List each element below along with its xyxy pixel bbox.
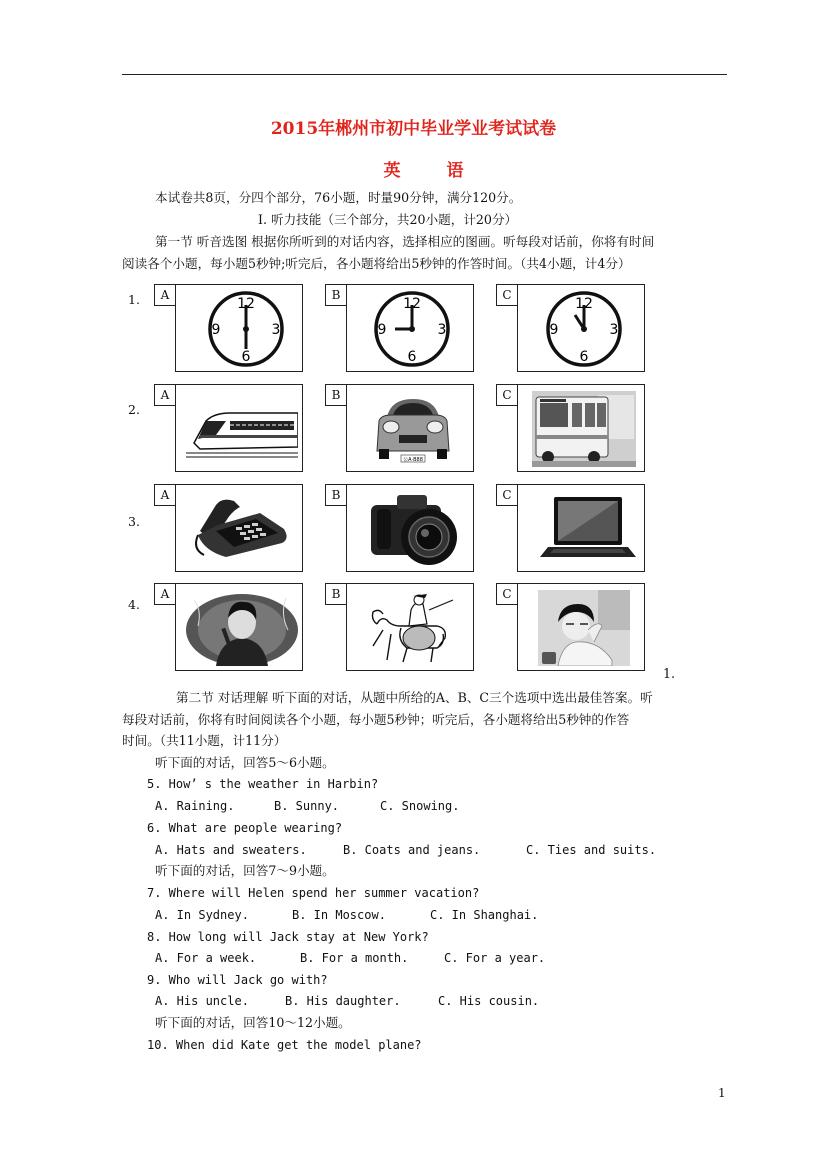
option-2a[interactable] (160, 384, 303, 472)
option-8b[interactable]: B. For a month. (300, 951, 409, 965)
part1-heading: Ⅰ. 听力技能（三个部分，共20小题，计20分） (258, 212, 518, 227)
svg-text:公A·B88: 公A·B88 (403, 457, 423, 463)
clock-eleven-icon (528, 291, 640, 367)
question-9: 9. Who will Jack go with? (147, 973, 328, 987)
svg-text:6: 6 (579, 349, 589, 365)
option-label: B (325, 484, 347, 506)
section2-line1: 第二节 对话理解 听下面的对话，从题中所给的A、B、C三个选项中选出最佳答案。听 (176, 690, 653, 705)
subject-title: 英 语 (383, 161, 484, 181)
option-6b[interactable]: B. Coats and jeans. (343, 843, 481, 857)
svg-text:9: 9 (549, 322, 559, 338)
option-8a[interactable]: A. For a week. (155, 951, 257, 965)
option-label: A (154, 583, 176, 605)
section1-line1: 第一节 听音选图 根据你所听到的对话内容，选择相应的图画。听每段对话前，你将有时间 (155, 234, 655, 249)
stray-mark: 1. (663, 666, 676, 681)
svg-text:12: 12 (237, 296, 255, 312)
clock-nine-icon (357, 291, 469, 367)
option-9a[interactable]: A. His uncle. (155, 994, 249, 1008)
question-8: 8. How long will Jack stay at New York? (147, 930, 429, 944)
option-1c[interactable] (502, 284, 645, 372)
picture-question-number: 3. (128, 514, 140, 529)
svg-text:6: 6 (241, 349, 251, 365)
option-4c[interactable] (502, 583, 645, 671)
top-rule (122, 74, 727, 75)
section1-line2: 阅读各个小题，每小题5秒钟;听完后，各小题将给出5秒钟的作答时间。（共4小题，计4分） (122, 256, 631, 271)
option-2c[interactable] (502, 384, 645, 472)
intro-text: 本试卷共8页，分四个部分，76小题，时量90分钟，满分120分。 (155, 190, 522, 205)
option-1b[interactable] (331, 284, 474, 372)
section2-line3: 时间。（共11小题，计11分） (122, 733, 287, 748)
svg-text:12: 12 (403, 296, 421, 312)
svg-text:12: 12 (575, 296, 593, 312)
reading-girl-icon (528, 590, 640, 666)
option-label: C (496, 484, 518, 506)
option-label: C (496, 583, 518, 605)
option-label: B (325, 284, 347, 306)
option-5b[interactable]: B. Sunny. (274, 799, 340, 813)
option-4b[interactable] (331, 583, 474, 671)
singer-icon (186, 590, 298, 666)
picture-question-number: 1. (128, 292, 140, 307)
exam-title: 2015年郴州市初中毕业学业考试试卷 (270, 119, 557, 139)
svg-text:9: 9 (377, 322, 387, 338)
question-10: 10. When did Kate get the model plane? (147, 1038, 422, 1052)
option-9c[interactable]: C. His cousin. (438, 994, 540, 1008)
option-label: A (154, 384, 176, 406)
option-3c[interactable] (502, 484, 645, 572)
option-label: C (496, 284, 518, 306)
bus-icon (528, 391, 640, 467)
option-3b[interactable] (331, 484, 474, 572)
option-6c[interactable]: C. Ties and suits. (526, 843, 657, 857)
svg-text:6: 6 (407, 349, 417, 365)
option-2b[interactable] (331, 384, 474, 472)
question-7: 7. Where will Helen spend her summer vacation? (147, 886, 480, 900)
laptop-icon (528, 491, 640, 567)
option-8c[interactable]: C. For a year. (444, 951, 546, 965)
horse-rider-icon (357, 590, 469, 666)
option-label: B (325, 384, 347, 406)
picture-question-number: 2. (128, 402, 140, 417)
clock-six-icon (186, 291, 298, 367)
option-6a[interactable]: A. Hats and sweaters. (155, 843, 307, 857)
car-icon (357, 391, 469, 467)
option-3a[interactable] (160, 484, 303, 572)
option-4a[interactable] (160, 583, 303, 671)
prompt-5-6: 听下面的对话，回答5～6小题。 (155, 755, 335, 770)
option-5c[interactable]: C. Snowing. (380, 799, 460, 813)
option-label: A (154, 484, 176, 506)
option-9b[interactable]: B. His daughter. (285, 994, 401, 1008)
section2-line2: 每段对话前，你将有时间阅读各个小题，每小题5秒钟；听完后，各小题将给出5秒钟的作答 (122, 712, 630, 727)
svg-text:3: 3 (437, 322, 447, 338)
picture-question-number: 4. (128, 597, 140, 612)
page-number: 1 (718, 1086, 726, 1100)
option-7b[interactable]: B. In Moscow. (292, 908, 386, 922)
prompt-10-12: 听下面的对话，回答10～12小题。 (155, 1015, 351, 1030)
svg-text:3: 3 (271, 322, 281, 338)
prompt-7-9: 听下面的对话，回答7～9小题。 (155, 863, 335, 878)
option-label: C (496, 384, 518, 406)
option-label: B (325, 583, 347, 605)
camera-icon (357, 491, 469, 567)
svg-text:3: 3 (609, 322, 619, 338)
option-1a[interactable] (160, 284, 303, 372)
question-5: 5. How’ s the weather in Harbin? (147, 777, 379, 791)
option-7c[interactable]: C. In Shanghai. (430, 908, 539, 922)
svg-text:9: 9 (211, 322, 221, 338)
train-icon (186, 391, 298, 467)
question-6: 6. What are people wearing? (147, 821, 343, 835)
telephone-icon (186, 491, 298, 567)
option-7a[interactable]: A. In Sydney. (155, 908, 249, 922)
option-5a[interactable]: A. Raining. (155, 799, 235, 813)
option-label: A (154, 284, 176, 306)
